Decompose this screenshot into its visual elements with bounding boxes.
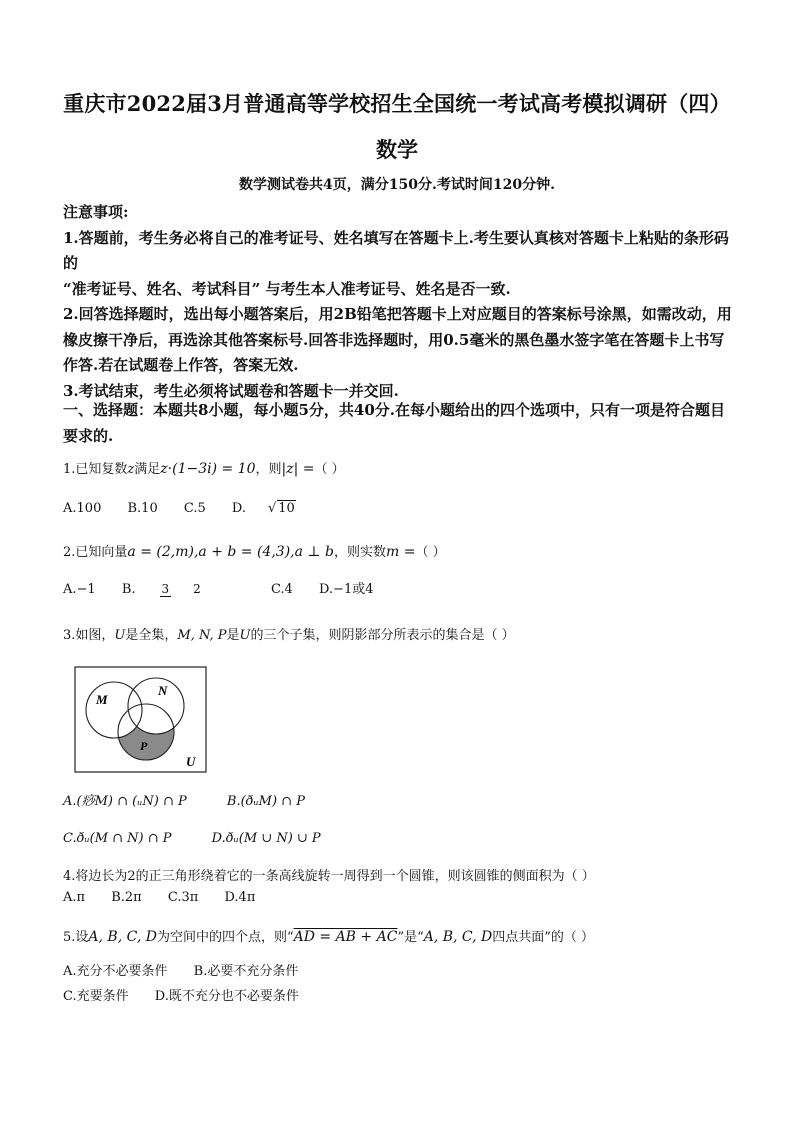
notes-block [63,200,735,404]
q3-prefix: 3.如图， [63,628,115,643]
question-4: 4.将边长为2的正三角形绕着它的一条高线旋转一周得到一个圆锥，则该圆锥的侧面积为（ ） [63,869,595,884]
q3-suffix: 的三个子集，则阴影部分所表示的集合是（ ） [250,628,515,643]
label-m: M [96,692,108,707]
q1-suffix: ，则 [255,462,282,477]
note-item: 1.答题前，考生务必将自己的准考证号、姓名填写在答题卡上.考生要认真核对答题卡上粘贴的条形码的 [63,228,729,272]
q3-option-b: B.(ðᵤM) ∩ P [226,794,305,809]
q1-option-a: A.100 [63,501,102,516]
q2-option-b: B. 3 2 [122,582,245,597]
label-p: P [140,739,148,753]
q2-frac-num: 3 [161,581,170,596]
q2-expr3: a ⊥ b [294,544,334,560]
note-item: 2.回答选择题时，选出每小题答案后，用2B铅笔把答题卡上对应题目的答案标号涂黑，如需改动，用橡皮擦干净后，再选涂其他答案标号.回答非选择题时，用0.5毫米的黑色墨水签字笔在答题卡上书写作答.若在试题卷上作答，答案无效. [63,305,732,374]
q2-suffix: ，则实数 [333,545,386,560]
question-1-options [63,500,340,516]
q1-sqrt-value: 10 [278,501,295,516]
q5-mid: 为空间中的四个点，则“ [156,930,294,945]
q4-option-a: A.π [63,890,86,905]
question-1 [63,458,345,477]
question-5-options-row1 [63,960,320,979]
q3-mid: 是全集， [125,628,178,643]
question-3-options-row2 [63,831,343,846]
q1-option-b: B.10 [127,501,158,516]
q5-points2: A, B, C, D [423,929,493,945]
q2-option-a: A.−1 [63,582,96,597]
q4-option-c: C.3π [167,890,199,905]
q1-prefix: 1.已知复数 [63,462,128,477]
question-5-options-row2 [63,985,321,1004]
label-n: N [158,683,168,698]
q3-option-d: D.ðᵤ(M ∪ N) ∪ P [211,831,321,846]
question-3-options-row1 [63,790,327,809]
q3-u: U [114,628,126,643]
section-heading: 一、选择题：本题共8小题，每小题5分，共40分.在每小题给出的四个选项中，只有一项是符合题目要求的. [63,401,725,445]
q4-option-d: D.4π [224,890,256,905]
question-5 [63,926,594,945]
note-item: “准考证号、姓名、考试科目” 与考生本人准考证号、姓名是否一致. [63,279,511,298]
exam-info: 数学测试卷共4页，满分150分.考试时间120分钟. [239,177,555,193]
q2-expr1: a = (2,m), [127,544,199,560]
exam-title: 重庆市2022届3月普通高等学校招生全国统一考试高考模拟调研（四） [63,91,731,116]
q5-option-a: A.充分不必要条件 [63,964,168,979]
q1-expr: z·(1−3i) = 10 [160,461,256,477]
q2-expr2: a + b = (4,3), [198,544,295,560]
q2-blank: （ ） [415,545,446,560]
question-2 [63,541,446,560]
q1-blank: （ ） [314,462,345,477]
q2-prefix: 2.已知向量 [63,545,128,560]
q3-u2: U [239,628,251,643]
q2-option-c: C.4 [270,582,293,597]
note-item: 3.考试结束，考生必须将试题卷和答题卡一并交回. [63,381,399,400]
q1-option-d: D. √ 10 [231,501,295,516]
question-4-options [63,890,277,905]
q3-option-a: A.(痧M) ∩ (ᵤN) ∩ P [63,794,187,809]
q5-option-b: B.必要不充分条件 [193,964,299,979]
q5-suffix: 四点共面”的（ ） [492,930,595,945]
venn-diagram [74,666,208,774]
q2-option-d: D.−1或4 [318,582,374,597]
notes-heading: 注意事项: [63,203,129,221]
question-3 [63,624,515,643]
q1-mid: 满足 [134,462,161,477]
q5-mid2: ”是“ [397,930,424,945]
q2-frac-den: 2 [193,581,201,596]
question-2-options [63,578,396,597]
subject-title: 数学 [376,137,418,162]
q4-option-b: B.2π [111,890,142,905]
q5-prefix: 5.设 [63,930,89,945]
q5-option-c: C.充要条件 [63,989,129,1004]
q3-sets: M, N, P [177,628,227,643]
q3-option-c: C.ðᵤ(M ∩ N) ∩ P [63,831,172,846]
q3-mid2: 是 [226,628,240,643]
q5-points: A, B, C, D [88,929,157,945]
q2-fraction [160,583,223,597]
q1-abs: |z| = [281,461,315,477]
q5-option-d: D.既不充分也不必要条件 [154,989,299,1004]
q5-expr: AD = AB + AC [293,929,398,945]
q1-option-c: C.5 [183,501,206,516]
q2-m: m = [386,544,416,560]
label-u: U [186,754,196,769]
q1-z: z [127,462,135,477]
